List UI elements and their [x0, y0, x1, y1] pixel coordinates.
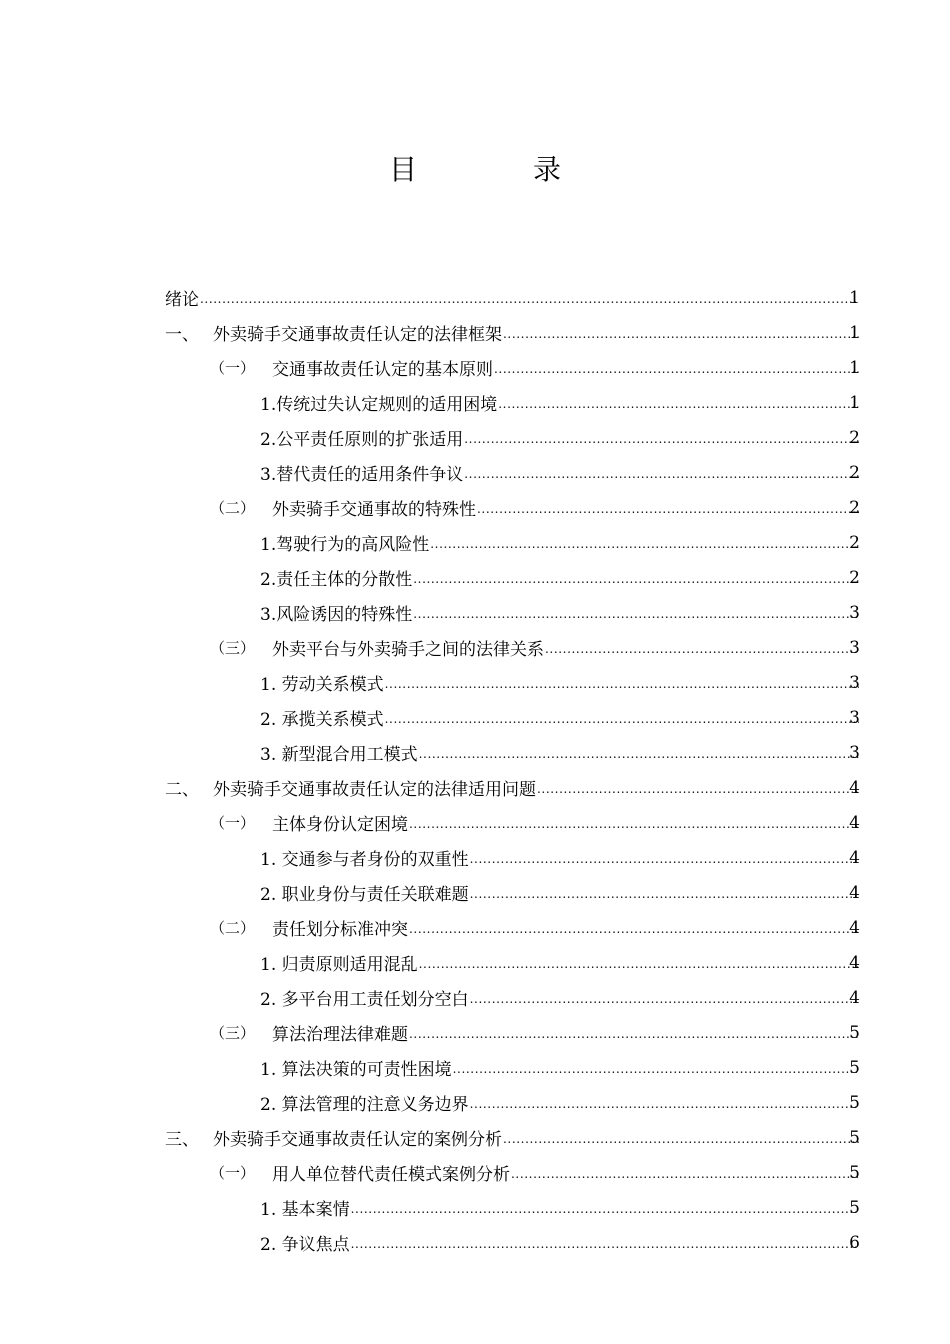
toc-entry[interactable] [0, 980, 950, 1015]
toc-entry[interactable] [0, 945, 950, 980]
toc-entry[interactable] [0, 595, 950, 630]
toc-entry-label: 外卖骑手交通事故责任认定的案例分析 [213, 1130, 502, 1150]
toc-entry-page-number: 4 [849, 917, 860, 938]
toc-entry-label: 算法治理法律难题 [272, 1025, 408, 1045]
toc-entry-page-number: 5 [849, 1057, 860, 1078]
toc-entry-page-number: 1 [849, 357, 860, 378]
toc-entry-number: （一） [210, 359, 256, 377]
toc-entry[interactable] [0, 770, 950, 805]
toc-entry-page-number: 4 [849, 847, 860, 868]
toc-entry-label: 2.责任主体的分散性 [260, 570, 413, 590]
toc-entry-page-number: 6 [849, 1232, 860, 1253]
toc-entry-page-number: 3 [849, 602, 860, 623]
dot-leader [409, 813, 859, 833]
toc-entry[interactable] [0, 1050, 950, 1085]
toc-entry-page-number: 5 [849, 1127, 860, 1148]
toc-entry-number: 一、 [165, 325, 199, 345]
toc-entry-page-number: 2 [849, 532, 860, 553]
toc-entry[interactable] [0, 805, 950, 840]
toc-entry-page-number: 4 [849, 987, 860, 1008]
toc-entry[interactable] [0, 1155, 950, 1190]
toc-entry-label: 1. 归责原则适用混乱 [260, 955, 418, 975]
toc-entry[interactable] [0, 560, 950, 595]
dot-leader [503, 1128, 859, 1148]
dot-leader [464, 463, 859, 483]
dot-leader [537, 778, 859, 798]
toc-entry-label: 1. 劳动关系模式 [260, 675, 384, 695]
toc-entry[interactable] [0, 350, 950, 385]
toc-entry-label: 2. 算法管理的注意义务边界 [260, 1095, 469, 1115]
toc-entry[interactable] [0, 490, 950, 525]
toc-entry-page-number: 5 [849, 1092, 860, 1113]
toc-entry-label: 3.替代责任的适用条件争议 [260, 465, 464, 485]
toc-entry-number: （一） [210, 814, 256, 832]
toc-entry-label: 外卖骑手交通事故的特殊性 [272, 500, 476, 520]
dot-leader [413, 603, 859, 623]
toc-entry-page-number: 5 [849, 1162, 860, 1183]
toc-entry-page-number: 1 [849, 392, 860, 413]
toc-entry-page-number: 4 [849, 952, 860, 973]
toc-entry[interactable] [0, 1015, 950, 1050]
toc-entry[interactable] [0, 840, 950, 875]
dot-leader [470, 848, 859, 868]
dot-leader [351, 1233, 859, 1253]
toc-entry[interactable] [0, 665, 950, 700]
toc-entry-number: （二） [210, 919, 256, 937]
toc-entry-page-number: 1 [849, 322, 860, 343]
toc-entry-page-number: 4 [849, 812, 860, 833]
toc-entry-label: 用人单位替代责任模式案例分析 [272, 1165, 510, 1185]
toc-entry-label: 2. 争议焦点 [260, 1235, 350, 1255]
toc-entry[interactable] [0, 735, 950, 770]
toc-entry-page-number: 4 [849, 882, 860, 903]
toc-entry-label: 2. 多平台用工责任划分空白 [260, 990, 469, 1010]
dot-leader [545, 638, 859, 658]
toc-entry[interactable] [0, 280, 950, 315]
toc-entry-page-number: 3 [849, 672, 860, 693]
toc-entry-label: 2.公平责任原则的扩张适用 [260, 430, 464, 450]
toc-entry[interactable] [0, 875, 950, 910]
toc-entry-page-number: 2 [849, 427, 860, 448]
toc-entry-label: 责任划分标准冲突 [272, 920, 408, 940]
dot-leader [413, 568, 859, 588]
toc-entry[interactable] [0, 1190, 950, 1225]
toc-entry-label: 1. 基本案情 [260, 1200, 350, 1220]
toc-entry[interactable] [0, 630, 950, 665]
dot-leader [470, 1093, 859, 1113]
toc-entry-page-number: 3 [849, 707, 860, 728]
dot-leader [470, 883, 859, 903]
toc-entry-label: 1.传统过失认定规则的适用困境 [260, 395, 498, 415]
toc-entry[interactable] [0, 1120, 950, 1155]
toc-entry-page-number: 2 [849, 567, 860, 588]
dot-leader [409, 1023, 859, 1043]
dot-leader [494, 358, 859, 378]
dot-leader [419, 743, 859, 763]
toc-entry-label: 1. 算法决策的可责性困境 [260, 1060, 452, 1080]
toc-entry-page-number: 1 [849, 287, 860, 308]
dot-leader [200, 288, 859, 308]
toc-entry-number: （三） [210, 639, 256, 657]
toc-entry-label: 3.风险诱因的特殊性 [260, 605, 413, 625]
page-title: 目 录 [388, 153, 605, 186]
toc-entry-label: 绪论 [165, 290, 199, 310]
dot-leader [503, 323, 859, 343]
dot-leader [419, 953, 859, 973]
toc-entry-number: （二） [210, 499, 256, 517]
toc-entry-label: 3. 新型混合用工模式 [260, 745, 418, 765]
toc-entry-label: 2. 承揽关系模式 [260, 710, 384, 730]
toc-entry-page-number: 5 [849, 1022, 860, 1043]
toc-entry-number: 二、 [165, 780, 199, 800]
dot-leader [470, 988, 859, 1008]
toc-entry[interactable] [0, 1225, 950, 1260]
table-of-contents [0, 280, 950, 1260]
toc-entry-label: 外卖骑手交通事故责任认定的法律适用问题 [213, 780, 536, 800]
dot-leader [351, 1198, 859, 1218]
toc-entry-page-number: 5 [849, 1197, 860, 1218]
dot-leader [511, 1163, 859, 1183]
toc-entry-number: （三） [210, 1024, 256, 1042]
dot-leader [385, 673, 859, 693]
toc-entry[interactable] [0, 525, 950, 560]
toc-entry-label: 1. 交通参与者身份的双重性 [260, 850, 469, 870]
toc-entry-number: 三、 [165, 1130, 199, 1150]
dot-leader [430, 533, 859, 553]
toc-entry[interactable] [0, 910, 950, 945]
toc-entry[interactable] [0, 315, 950, 350]
toc-entry[interactable] [0, 420, 950, 455]
toc-entry[interactable] [0, 700, 950, 735]
toc-entry[interactable] [0, 1085, 950, 1120]
toc-entry-number: （一） [210, 1164, 256, 1182]
toc-entry-page-number: 3 [849, 742, 860, 763]
toc-entry-label: 2. 职业身份与责任关联难题 [260, 885, 469, 905]
toc-entry[interactable] [0, 455, 950, 490]
dot-leader [409, 918, 859, 938]
toc-entry[interactable] [0, 385, 950, 420]
toc-entry-page-number: 3 [849, 637, 860, 658]
dot-leader [498, 393, 859, 413]
toc-entry-label: 主体身份认定困境 [272, 815, 408, 835]
toc-entry-label: 交通事故责任认定的基本原则 [272, 360, 493, 380]
toc-entry-page-number: 2 [849, 462, 860, 483]
toc-entry-label: 1.驾驶行为的高风险性 [260, 535, 430, 555]
toc-entry-label: 外卖骑手交通事故责任认定的法律框架 [213, 325, 502, 345]
dot-leader [464, 428, 859, 448]
dot-leader [477, 498, 859, 518]
toc-entry-label: 外卖平台与外卖骑手之间的法律关系 [272, 640, 544, 660]
dot-leader [453, 1058, 859, 1078]
toc-entry-page-number: 4 [849, 777, 860, 798]
dot-leader [385, 708, 859, 728]
toc-entry-page-number: 2 [849, 497, 860, 518]
